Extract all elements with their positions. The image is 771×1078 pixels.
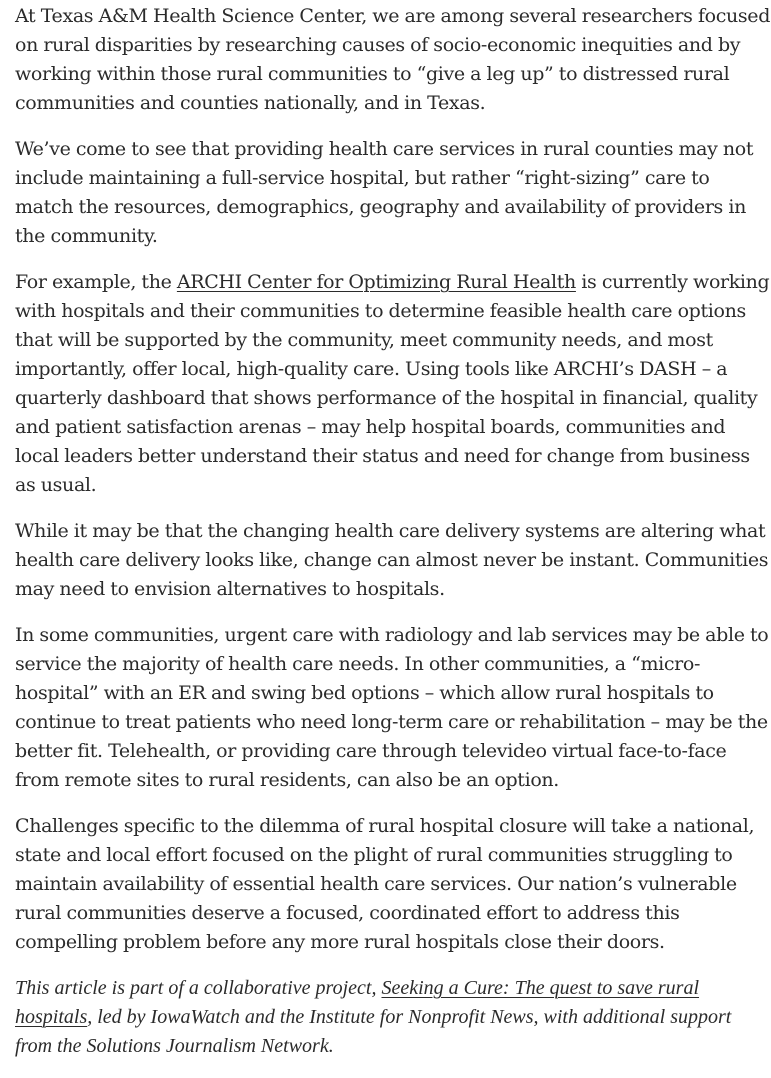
paragraph-alternatives: While it may be that the changing health care delivery systems are altering what health care delivery looks like, change can almost never be instant. Communities may need to envision alternatives to hospitals.	[15, 520, 769, 600]
paragraph-archi-example	[15, 268, 771, 500]
article-body	[15, 0, 771, 1078]
project-note-lead: This article is part of a collaborative project,	[15, 977, 382, 999]
seeking-a-cure-link[interactable]: Seeking a Cure: The quest to save rural hospitals	[15, 977, 700, 1028]
paragraph-micro-hospital: In some communities, urgent care with radiology and lab services may be able to service the majority of health care needs. In other communities, a “micro-hospital” with an ER and swing bed options – which allow rural hospitals to continue to treat patients who need long-term care or rehabilitation – may be the better fit. Telehealth, or providing care through televideo virtual face-to-face from remote sites to rural residents, can also be an option.	[15, 624, 769, 791]
paragraph-intro: At Texas A&M Health Science Center, we are among several researchers focused on rural disparities by researching causes of socio-economic inequities and by working within those rural communities to “give a leg up” to distressed rural communities and counties nationally, and in Texas.	[15, 5, 771, 114]
paragraph-right-sizing: We’ve come to see that providing health care services in rural counties may not include maintaining a full-service hospital, but rather “right-sizing” care to match the resources, demographics, geography and availability of providers in the community.	[15, 138, 754, 247]
paragraph-challenges: Challenges specific to the dilemma of rural hospital closure will take a national, state and local effort focused on the plight of rural communities struggling to maintain availability of essential health care services. Our nation’s vulnerable rural communities deserve a focused, coordinated effort to address this compelling problem before any more rural hospitals close their doors.	[15, 815, 755, 953]
project-note	[15, 974, 771, 1061]
archi-center-link[interactable]: ARCHI Center for Optimizing Rural Health	[176, 271, 576, 293]
paragraph-archi-rest: is currently working with hospitals and their communities to determine feasible health care options that will be supported by the community, meet community needs, and most importantly, offer local, high-quality care. Using tools like ARCHI’s DASH – a quarterly dashboard that shows performance of the hospital in financial, quality and patient satisfaction arenas – may help hospital boards, communities and local leaders better understand their status and need for change from business as usual.	[15, 271, 770, 496]
project-note-rest: , led by IowaWatch and the Institute for Nonprofit News, with additional support from the Solutions Journalism Network.	[15, 1006, 732, 1057]
paragraph-archi-lead: For example, the	[15, 271, 177, 293]
